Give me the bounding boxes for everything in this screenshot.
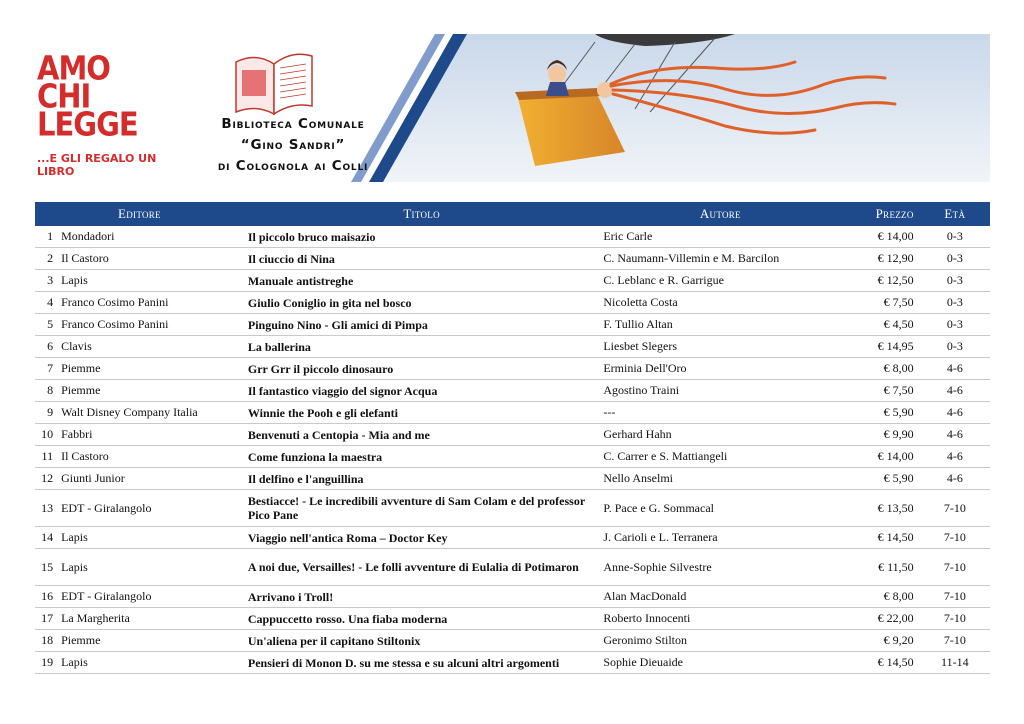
table-row — [35, 549, 990, 586]
cell-editore: Fabbri — [57, 424, 244, 446]
cell-titolo: Un'aliena per il capitano Stiltonix — [244, 630, 599, 652]
table-row — [35, 424, 990, 446]
cell-titolo: Pensieri di Monon D. su me stessa e su alcuni altri argomenti — [244, 652, 599, 674]
cell-editore: Mondadori — [57, 226, 244, 248]
cell-prezzo: € 14,95 — [841, 336, 919, 358]
header-eta: Età — [920, 202, 990, 226]
cell-eta: 4-6 — [920, 468, 990, 490]
row-number: 4 — [35, 292, 57, 314]
cell-eta: 7-10 — [920, 608, 990, 630]
row-number: 14 — [35, 527, 57, 549]
table-header-row — [35, 202, 990, 226]
library-line-1: Biblioteca Comunale — [221, 116, 365, 132]
cell-prezzo: € 8,00 — [841, 586, 919, 608]
row-number: 16 — [35, 586, 57, 608]
cell-autore: Liesbet Slegers — [599, 336, 841, 358]
row-number: 12 — [35, 468, 57, 490]
cell-eta: 4-6 — [920, 402, 990, 424]
cell-prezzo: € 4,50 — [841, 314, 919, 336]
cell-eta: 4-6 — [920, 380, 990, 402]
table-row — [35, 608, 990, 630]
row-number: 13 — [35, 490, 57, 527]
cell-titolo: Come funziona la maestra — [244, 446, 599, 468]
header-banner — [35, 34, 990, 182]
cell-prezzo: € 12,50 — [841, 270, 919, 292]
cell-prezzo: € 12,90 — [841, 248, 919, 270]
cell-prezzo: € 14,50 — [841, 527, 919, 549]
cell-autore: C. Carrer e S. Mattiangeli — [599, 446, 841, 468]
cell-editore: EDT - Giralangolo — [57, 586, 244, 608]
row-number: 5 — [35, 314, 57, 336]
row-number: 9 — [35, 402, 57, 424]
cell-autore: Anne-Sophie Silvestre — [599, 549, 841, 586]
cell-titolo: Il fantastico viaggio del signor Acqua — [244, 380, 599, 402]
table-row — [35, 446, 990, 468]
cell-prezzo: € 14,50 — [841, 652, 919, 674]
cell-editore: Piemme — [57, 630, 244, 652]
row-number: 8 — [35, 380, 57, 402]
cell-editore: Walt Disney Company Italia — [57, 402, 244, 424]
cell-editore: Il Castoro — [57, 248, 244, 270]
open-book-icon — [230, 42, 318, 122]
row-number: 15 — [35, 549, 57, 586]
cell-eta: 7-10 — [920, 586, 990, 608]
balloon-illustration — [35, 34, 990, 182]
cell-autore: Nello Anselmi — [599, 468, 841, 490]
table-row — [35, 652, 990, 674]
logo-line-3: LEGGE — [37, 104, 138, 144]
row-number: 19 — [35, 652, 57, 674]
row-number: 10 — [35, 424, 57, 446]
row-number: 2 — [35, 248, 57, 270]
table-row — [35, 630, 990, 652]
table-row — [35, 490, 990, 527]
cell-eta: 0-3 — [920, 270, 990, 292]
library-line-3: di Colognola ai Colli — [217, 158, 369, 174]
row-number: 1 — [35, 226, 57, 248]
cell-editore: Clavis — [57, 336, 244, 358]
table-row — [35, 248, 990, 270]
cell-eta: 0-3 — [920, 336, 990, 358]
library-name — [203, 114, 383, 177]
row-number: 17 — [35, 608, 57, 630]
cell-editore: Lapis — [57, 549, 244, 586]
cell-titolo: Il delfino e l'anguillina — [244, 468, 599, 490]
cell-titolo: Benvenuti a Centopia - Mia and me — [244, 424, 599, 446]
cell-prezzo: € 8,00 — [841, 358, 919, 380]
cell-editore: Piemme — [57, 380, 244, 402]
cell-titolo: Bestiacce! - Le incredibili avventure di Sam Colam e del professor Pico Pane — [244, 490, 599, 527]
row-number: 7 — [35, 358, 57, 380]
header-prezzo: Prezzo — [841, 202, 919, 226]
cell-titolo: Winnie the Pooh e gli elefanti — [244, 402, 599, 424]
header-titolo: Titolo — [244, 202, 599, 226]
cell-autore: Sophie Dieuaide — [599, 652, 841, 674]
header-autore: Autore — [599, 202, 841, 226]
cell-eta: 4-6 — [920, 358, 990, 380]
table-row — [35, 314, 990, 336]
cell-titolo: Viaggio nell'antica Roma – Doctor Key — [244, 527, 599, 549]
cell-autore: Alan MacDonald — [599, 586, 841, 608]
cell-eta: 0-3 — [920, 314, 990, 336]
cell-titolo: La ballerina — [244, 336, 599, 358]
cell-prezzo: € 9,20 — [841, 630, 919, 652]
cell-editore: Giunti Junior — [57, 468, 244, 490]
cell-autore: J. Carioli e L. Terranera — [599, 527, 841, 549]
logo-line-1: AMO — [37, 48, 110, 88]
book-list-table — [35, 202, 990, 674]
table-row — [35, 380, 990, 402]
table-row — [35, 358, 990, 380]
table-row — [35, 292, 990, 314]
row-number: 18 — [35, 630, 57, 652]
cell-prezzo: € 5,90 — [841, 402, 919, 424]
cell-autore: Agostino Traini — [599, 380, 841, 402]
cell-eta: 7-10 — [920, 630, 990, 652]
row-number: 11 — [35, 446, 57, 468]
cell-autore: Nicoletta Costa — [599, 292, 841, 314]
logo-line-2: CHI — [37, 76, 91, 116]
table-row — [35, 226, 990, 248]
cell-eta: 0-3 — [920, 292, 990, 314]
cell-autore: F. Tullio Altan — [599, 314, 841, 336]
cell-editore: Lapis — [57, 270, 244, 292]
cell-eta: 7-10 — [920, 490, 990, 527]
cell-titolo: Cappuccetto rosso. Una fiaba moderna — [244, 608, 599, 630]
cell-prezzo: € 9,90 — [841, 424, 919, 446]
cell-editore: Lapis — [57, 527, 244, 549]
table-row — [35, 468, 990, 490]
cell-eta: 4-6 — [920, 424, 990, 446]
table-row — [35, 527, 990, 549]
cell-eta: 7-10 — [920, 527, 990, 549]
cell-editore: La Margherita — [57, 608, 244, 630]
cell-titolo: A noi due, Versailles! - Le folli avventure di Eulalia di Potimaron — [244, 549, 599, 586]
table-row — [35, 586, 990, 608]
cell-prezzo: € 22,00 — [841, 608, 919, 630]
cell-editore: Il Castoro — [57, 446, 244, 468]
cell-prezzo: € 5,90 — [841, 468, 919, 490]
cell-titolo: Manuale antistreghe — [244, 270, 599, 292]
cell-autore: C. Naumann-Villemin e M. Barcilon — [599, 248, 841, 270]
cell-autore: Eric Carle — [599, 226, 841, 248]
cell-editore: Franco Cosimo Panini — [57, 314, 244, 336]
cell-autore: P. Pace e G. Sommacal — [599, 490, 841, 527]
cell-editore: EDT - Giralangolo — [57, 490, 244, 527]
cell-autore: --- — [599, 402, 841, 424]
row-number: 3 — [35, 270, 57, 292]
cell-titolo: Il ciuccio di Nina — [244, 248, 599, 270]
cell-prezzo: € 7,50 — [841, 380, 919, 402]
cell-autore: Erminia Dell'Oro — [599, 358, 841, 380]
table-row — [35, 270, 990, 292]
cell-editore: Lapis — [57, 652, 244, 674]
header-editore: Editore — [35, 202, 244, 226]
cell-eta: 0-3 — [920, 248, 990, 270]
cell-autore: Geronimo Stilton — [599, 630, 841, 652]
row-number: 6 — [35, 336, 57, 358]
table-row — [35, 336, 990, 358]
cell-autore: Roberto Innocenti — [599, 608, 841, 630]
cell-prezzo: € 11,50 — [841, 549, 919, 586]
cell-prezzo: € 14,00 — [841, 226, 919, 248]
logo-amo-chi-legge — [37, 48, 167, 178]
cell-autore: C. Leblanc e R. Garrigue — [599, 270, 841, 292]
cell-eta: 7-10 — [920, 549, 990, 586]
cell-editore: Piemme — [57, 358, 244, 380]
cell-autore: Gerhard Hahn — [599, 424, 841, 446]
library-line-2: “Gino Sandri” — [240, 137, 346, 153]
cell-prezzo: € 14,00 — [841, 446, 919, 468]
logo-tagline: ...E GLI REGALO UN LIBRO — [37, 152, 157, 178]
cell-eta: 4-6 — [920, 446, 990, 468]
cell-prezzo: € 7,50 — [841, 292, 919, 314]
cell-titolo: Arrivano i Troll! — [244, 586, 599, 608]
cell-titolo: Grr Grr il piccolo dinosauro — [244, 358, 599, 380]
cell-prezzo: € 13,50 — [841, 490, 919, 527]
cell-titolo: Il piccolo bruco maisazio — [244, 226, 599, 248]
cell-editore: Franco Cosimo Panini — [57, 292, 244, 314]
table-row — [35, 402, 990, 424]
cell-eta: 0-3 — [920, 226, 990, 248]
cell-eta: 11-14 — [920, 652, 990, 674]
cell-titolo: Pinguino Nino - Gli amici di Pimpa — [244, 314, 599, 336]
cell-titolo: Giulio Coniglio in gita nel bosco — [244, 292, 599, 314]
